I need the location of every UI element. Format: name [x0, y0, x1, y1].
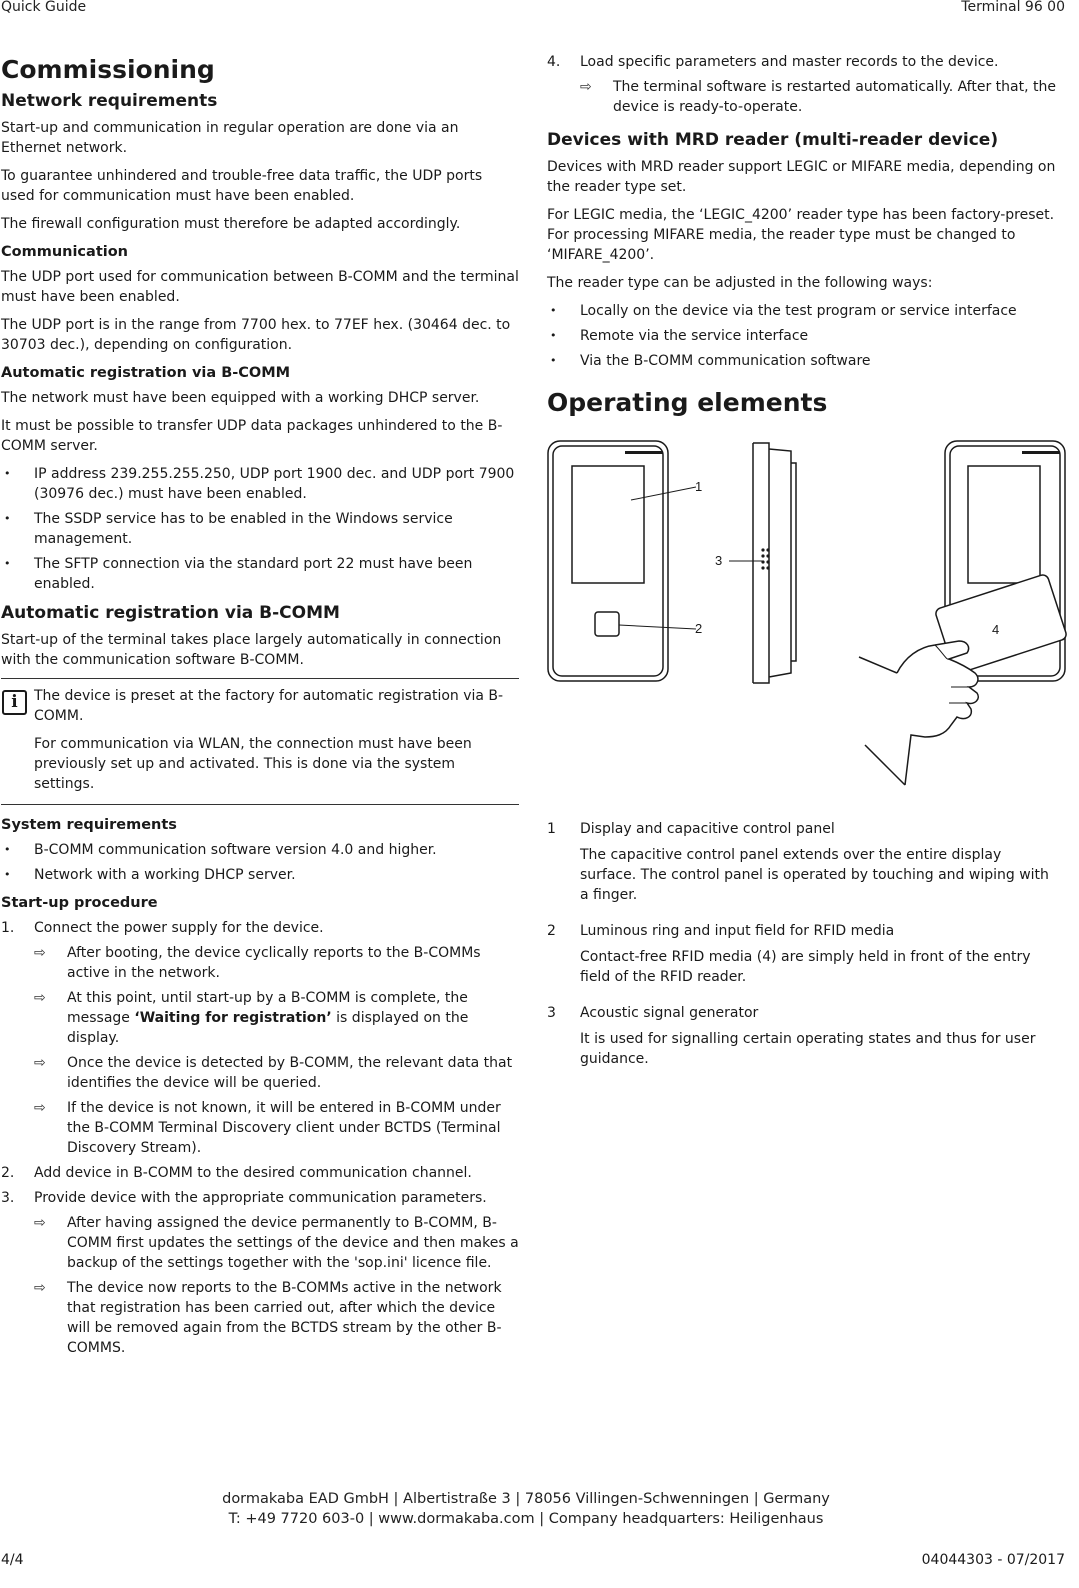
legend-title: Acoustic signal generator	[580, 1005, 759, 1021]
display-panel	[572, 466, 644, 583]
terminal-front-bezel	[553, 446, 663, 676]
terminal-front-body	[548, 441, 668, 681]
system-requirements-heading: System requirements	[1, 817, 177, 833]
display-panel-2	[968, 466, 1040, 583]
operating-elements-figure	[547, 435, 1057, 801]
paragraph: The firewall configuration must therefore be adapted accordingly.	[1, 216, 461, 232]
startup-heading: Start-up procedure	[1, 895, 158, 911]
figure-label-1: 1	[695, 479, 703, 494]
commissioning-title: Commissioning	[1, 55, 215, 84]
paragraph: The network must have been equipped with a working DHCP server.	[1, 390, 480, 406]
result-arrow-icon: ⇨	[34, 1280, 46, 1296]
result-arrow-icon: ⇨	[580, 79, 592, 95]
header-right: Terminal 96 00	[961, 0, 1065, 15]
brand-mark	[625, 451, 663, 454]
legend-number: 3	[547, 1005, 556, 1021]
step-text: Provide device with the appropriate communication parameters.	[34, 1190, 487, 1206]
figure-label-4: 4	[992, 622, 1000, 637]
terminal-illustration	[547, 435, 1067, 795]
startup-steps	[1, 918, 519, 1358]
result-item: ⇨ After booting, the device cyclically reports to the B-COMMs active in the network.	[34, 945, 481, 981]
legend-description: Contact-free RFID media (4) are simply held in front of the entry field of the RFID reader.	[580, 949, 1031, 985]
paragraph: The UDP port is in the range from 7700 hex. to 77EF hex. (30464 dec. to 30703 dec.), depending on configuration.	[1, 317, 511, 353]
list-item: • The SFTP connection via the standard port 22 must have been enabled.	[1, 554, 519, 594]
port-requirements-list	[1, 464, 519, 594]
result-arrow-icon: ⇨	[34, 1055, 46, 1071]
rfid-card	[934, 573, 1067, 674]
operating-elements-title: Operating elements	[547, 388, 828, 417]
result-item: ⇨ Once the device is detected by B-COMM, the relevant data that identifies the device will be queried.	[34, 1055, 513, 1091]
step-2	[1, 1163, 519, 1183]
legend-item-3	[547, 1003, 1057, 1075]
result-arrow-icon: ⇨	[34, 1100, 46, 1116]
info-note	[1, 678, 519, 805]
step-number: 1.	[1, 920, 15, 936]
paragraph: For LEGIC media, the ‘LEGIC_4200’ reader type has been factory-preset. For processing MIFARE media, the reader type must be changed to ‘MIFARE_4200’.	[547, 207, 1055, 263]
note-text: For communication via WLAN, the connection must have been previously set up and activated. This is done via the system settings.	[34, 736, 472, 792]
autoreg-heading: Automatic registration via B-COMM	[1, 603, 340, 623]
step-text: Load specific parameters and master records to the device.	[580, 54, 999, 70]
result-arrow-icon: ⇨	[34, 1215, 46, 1231]
list-item: • Via the B-COMM communication software	[547, 351, 1057, 371]
list-item: • Remote via the service interface	[547, 326, 1057, 346]
header-left: Quick Guide	[1, 0, 87, 15]
terminal-side-view	[753, 443, 796, 683]
result-item: ⇨ The terminal software is restarted automatically. After that, the device is ready-to-operate.	[580, 79, 1056, 115]
document-number: 04044303 - 07/2017	[921, 1552, 1065, 1568]
list-item: • Locally on the device via the test program or service interface	[547, 301, 1057, 321]
list-item: • The SSDP service has to be enabled in the Windows service management.	[1, 509, 519, 549]
callout-line-2	[619, 625, 696, 629]
result-item: ⇨ If the device is not known, it will be entered in B-COMM under the B-COMM Terminal Discovery client under BCTDS (Terminal Discovery Stream).	[34, 1100, 501, 1156]
result-arrow-icon: ⇨	[34, 945, 46, 961]
paragraph: It must be possible to transfer UDP data packages unhindered to the B-COMM server.	[1, 418, 503, 454]
right-column	[547, 52, 1057, 1085]
figure-label-3: 3	[715, 553, 723, 568]
waiting-message: ‘Waiting for registration’	[134, 1010, 332, 1026]
mrd-heading: Devices with MRD reader (multi-reader device)	[547, 130, 999, 150]
footer-address: dormakaba EAD GmbH | Albertistraße 3 | 78056 Villingen-Schwenningen | Germany	[222, 1491, 830, 1507]
note-text: The device is preset at the factory for automatic registration via B-COMM.	[34, 688, 504, 724]
paragraph: To guarantee unhindered and trouble-free data traffic, the UDP ports used for communication must have been enabled.	[1, 168, 483, 204]
step-text: Add device in B-COMM to the desired communication channel.	[34, 1165, 472, 1181]
paragraph: Start-up of the terminal takes place largely automatically in connection with the communication software B-COMM.	[1, 632, 502, 668]
legend-description: It is used for signalling certain operating states and thus for user guidance.	[580, 1031, 1036, 1067]
step-number: 3.	[1, 1190, 15, 1206]
step-number: 2.	[1, 1165, 15, 1181]
info-icon: i	[2, 690, 27, 715]
legend-item-2	[547, 921, 1057, 993]
list-item: • B-COMM communication software version 4.0 and higher.	[1, 840, 519, 860]
legend-item-1	[547, 819, 1057, 911]
system-requirements-list	[1, 840, 519, 885]
rfid-input-field	[595, 612, 619, 636]
step-text: Connect the power supply for the device.	[34, 920, 324, 936]
figure-label-2: 2	[695, 621, 703, 636]
legend-title: Display and capacitive control panel	[580, 821, 835, 837]
list-item: • IP address 239.255.255.250, UDP port 1900 dec. and UDP port 7900 (30976 dec.) must have been enabled.	[1, 464, 519, 504]
legend-number: 1	[547, 821, 556, 837]
result-arrow-icon: ⇨	[34, 990, 46, 1006]
brand-mark-2	[1022, 451, 1060, 454]
paragraph: The UDP port used for communication between B-COMM and the terminal must have been enabled.	[1, 269, 519, 305]
legend-description: The capacitive control panel extends over the entire display surface. The control panel is operated by touching and wiping with a finger.	[580, 847, 1049, 903]
autoreg-subheading: Automatic registration via B-COMM	[1, 365, 291, 381]
reader-type-options-list	[547, 301, 1057, 371]
paragraph: Start-up and communication in regular operation are done via an Ethernet network.	[1, 120, 459, 156]
step-1	[1, 918, 519, 1158]
result-item: ⇨ After having assigned the device permanently to B-COMM, B-COMM first updates the settings of the device and then makes a backup of the settings together with the 'sop.ini' licence file.	[34, 1215, 519, 1271]
page-number: 4/4	[1, 1552, 24, 1568]
step-4	[547, 52, 1057, 117]
paragraph: The reader type can be adjusted in the following ways:	[547, 275, 933, 291]
legend-number: 2	[547, 923, 556, 939]
footer-contact: T: +49 7720 603-0 | www.dormakaba.com | Company headquarters: Heiligenhaus	[228, 1511, 824, 1527]
legend-title: Luminous ring and input field for RFID media	[580, 923, 895, 939]
step-3	[1, 1188, 519, 1358]
step-number: 4.	[547, 54, 561, 70]
network-heading: Network requirements	[1, 91, 218, 111]
list-item: • Network with a working DHCP server.	[1, 865, 519, 885]
paragraph: Devices with MRD reader support LEGIC or MIFARE media, depending on the reader type set.	[547, 159, 1056, 195]
result-item: ⇨ The device now reports to the B-COMMs active in the network that registration has been carried out, after which the device will be removed again from the BCTDS stream by the other B-COMMS.	[34, 1280, 502, 1356]
communication-heading: Communication	[1, 244, 129, 260]
result-item: ⇨ At this point, until start-up by a B-COMM is complete, the message ‘Waiting for registration’ is displayed on the display.	[34, 990, 469, 1046]
left-column	[1, 52, 519, 1363]
